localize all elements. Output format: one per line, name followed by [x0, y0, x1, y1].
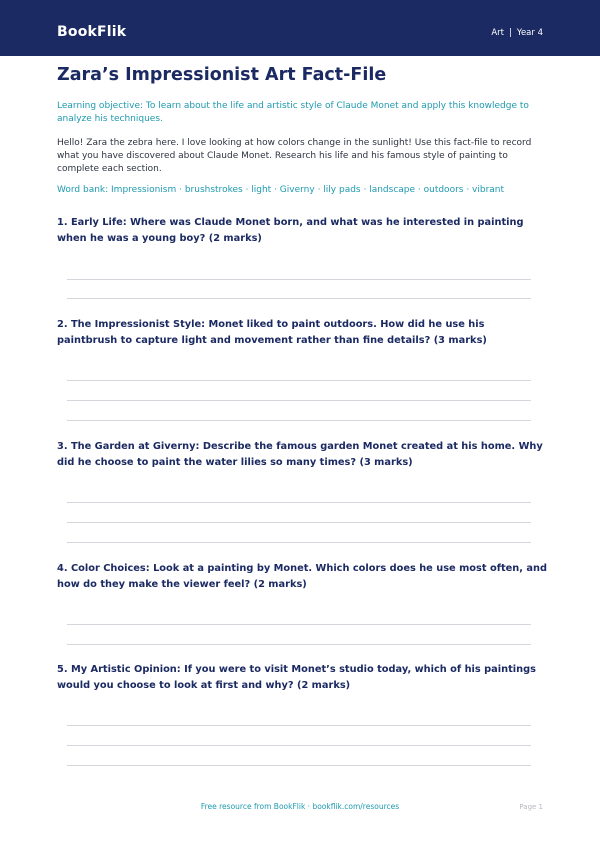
- brand-logo[interactable]: BookFlik: [57, 24, 127, 40]
- answer-line[interactable]: [67, 502, 531, 503]
- answer-line[interactable]: [67, 644, 531, 645]
- word-bank: Word bank: Impressionism · brushstrokes · light · Giverny · lily pads · landscape · outdoors · vibrant: [57, 185, 505, 195]
- question-5: 5. My Artistic Opinion: If you were to visit Monet’s studio today, which of his paintings would you choose to look at first and why? (2 marks): [57, 664, 536, 691]
- answer-line[interactable]: [67, 542, 531, 543]
- answer-line[interactable]: [67, 745, 531, 746]
- answer-line[interactable]: [67, 279, 531, 280]
- question-1: 1. Early Life: Where was Claude Monet born, and what was he interested in painting when he was a young boy? (2 marks): [57, 217, 524, 244]
- page-title: Zara’s Impressionist Art Fact-File: [57, 65, 387, 85]
- intro-paragraph: Hello! Zara the zebra here. I love looking at how colors change in the sunlight! Use this fact-file to record what you have discovered about Claude Monet. Research his life and his famous style of painting to complete each section.: [57, 138, 532, 174]
- learning-objective: Learning objective: To learn about the life and artistic style of Claude Monet and apply this knowledge to analyze his techniques.: [57, 101, 529, 124]
- question-3: 3. The Garden at Giverny: Describe the famous garden Monet created at his home. Why did he choose to paint the water lilies so many times? (3 marks): [57, 441, 543, 468]
- question-4: 4. Color Choices: Look at a painting by Monet. Which colors does he use most often, and how do they make the viewer feel? (2 marks): [57, 563, 547, 590]
- subject-label: Art: [491, 28, 505, 38]
- year-label: Year 4: [516, 28, 543, 38]
- crumb-separator: |: [509, 28, 512, 38]
- page-number: Page 1: [519, 803, 543, 811]
- answer-line[interactable]: [67, 380, 531, 381]
- answer-line[interactable]: [67, 725, 531, 726]
- footer-resource-link[interactable]: Free resource from BookFlik · bookflik.com/resources: [200, 802, 400, 811]
- question-2: 2. The Impressionist Style: Monet liked to paint outdoors. How did he use his paintbrush to capture light and movement rather than fine details? (3 marks): [57, 319, 487, 346]
- answer-line[interactable]: [67, 624, 531, 625]
- answer-line[interactable]: [67, 400, 531, 401]
- answer-line[interactable]: [67, 420, 531, 421]
- answer-line[interactable]: [67, 298, 531, 299]
- answer-line[interactable]: [67, 522, 531, 523]
- answer-line[interactable]: [67, 765, 531, 766]
- top-banner: [0, 0, 600, 56]
- subject-year-label: [491, 28, 543, 38]
